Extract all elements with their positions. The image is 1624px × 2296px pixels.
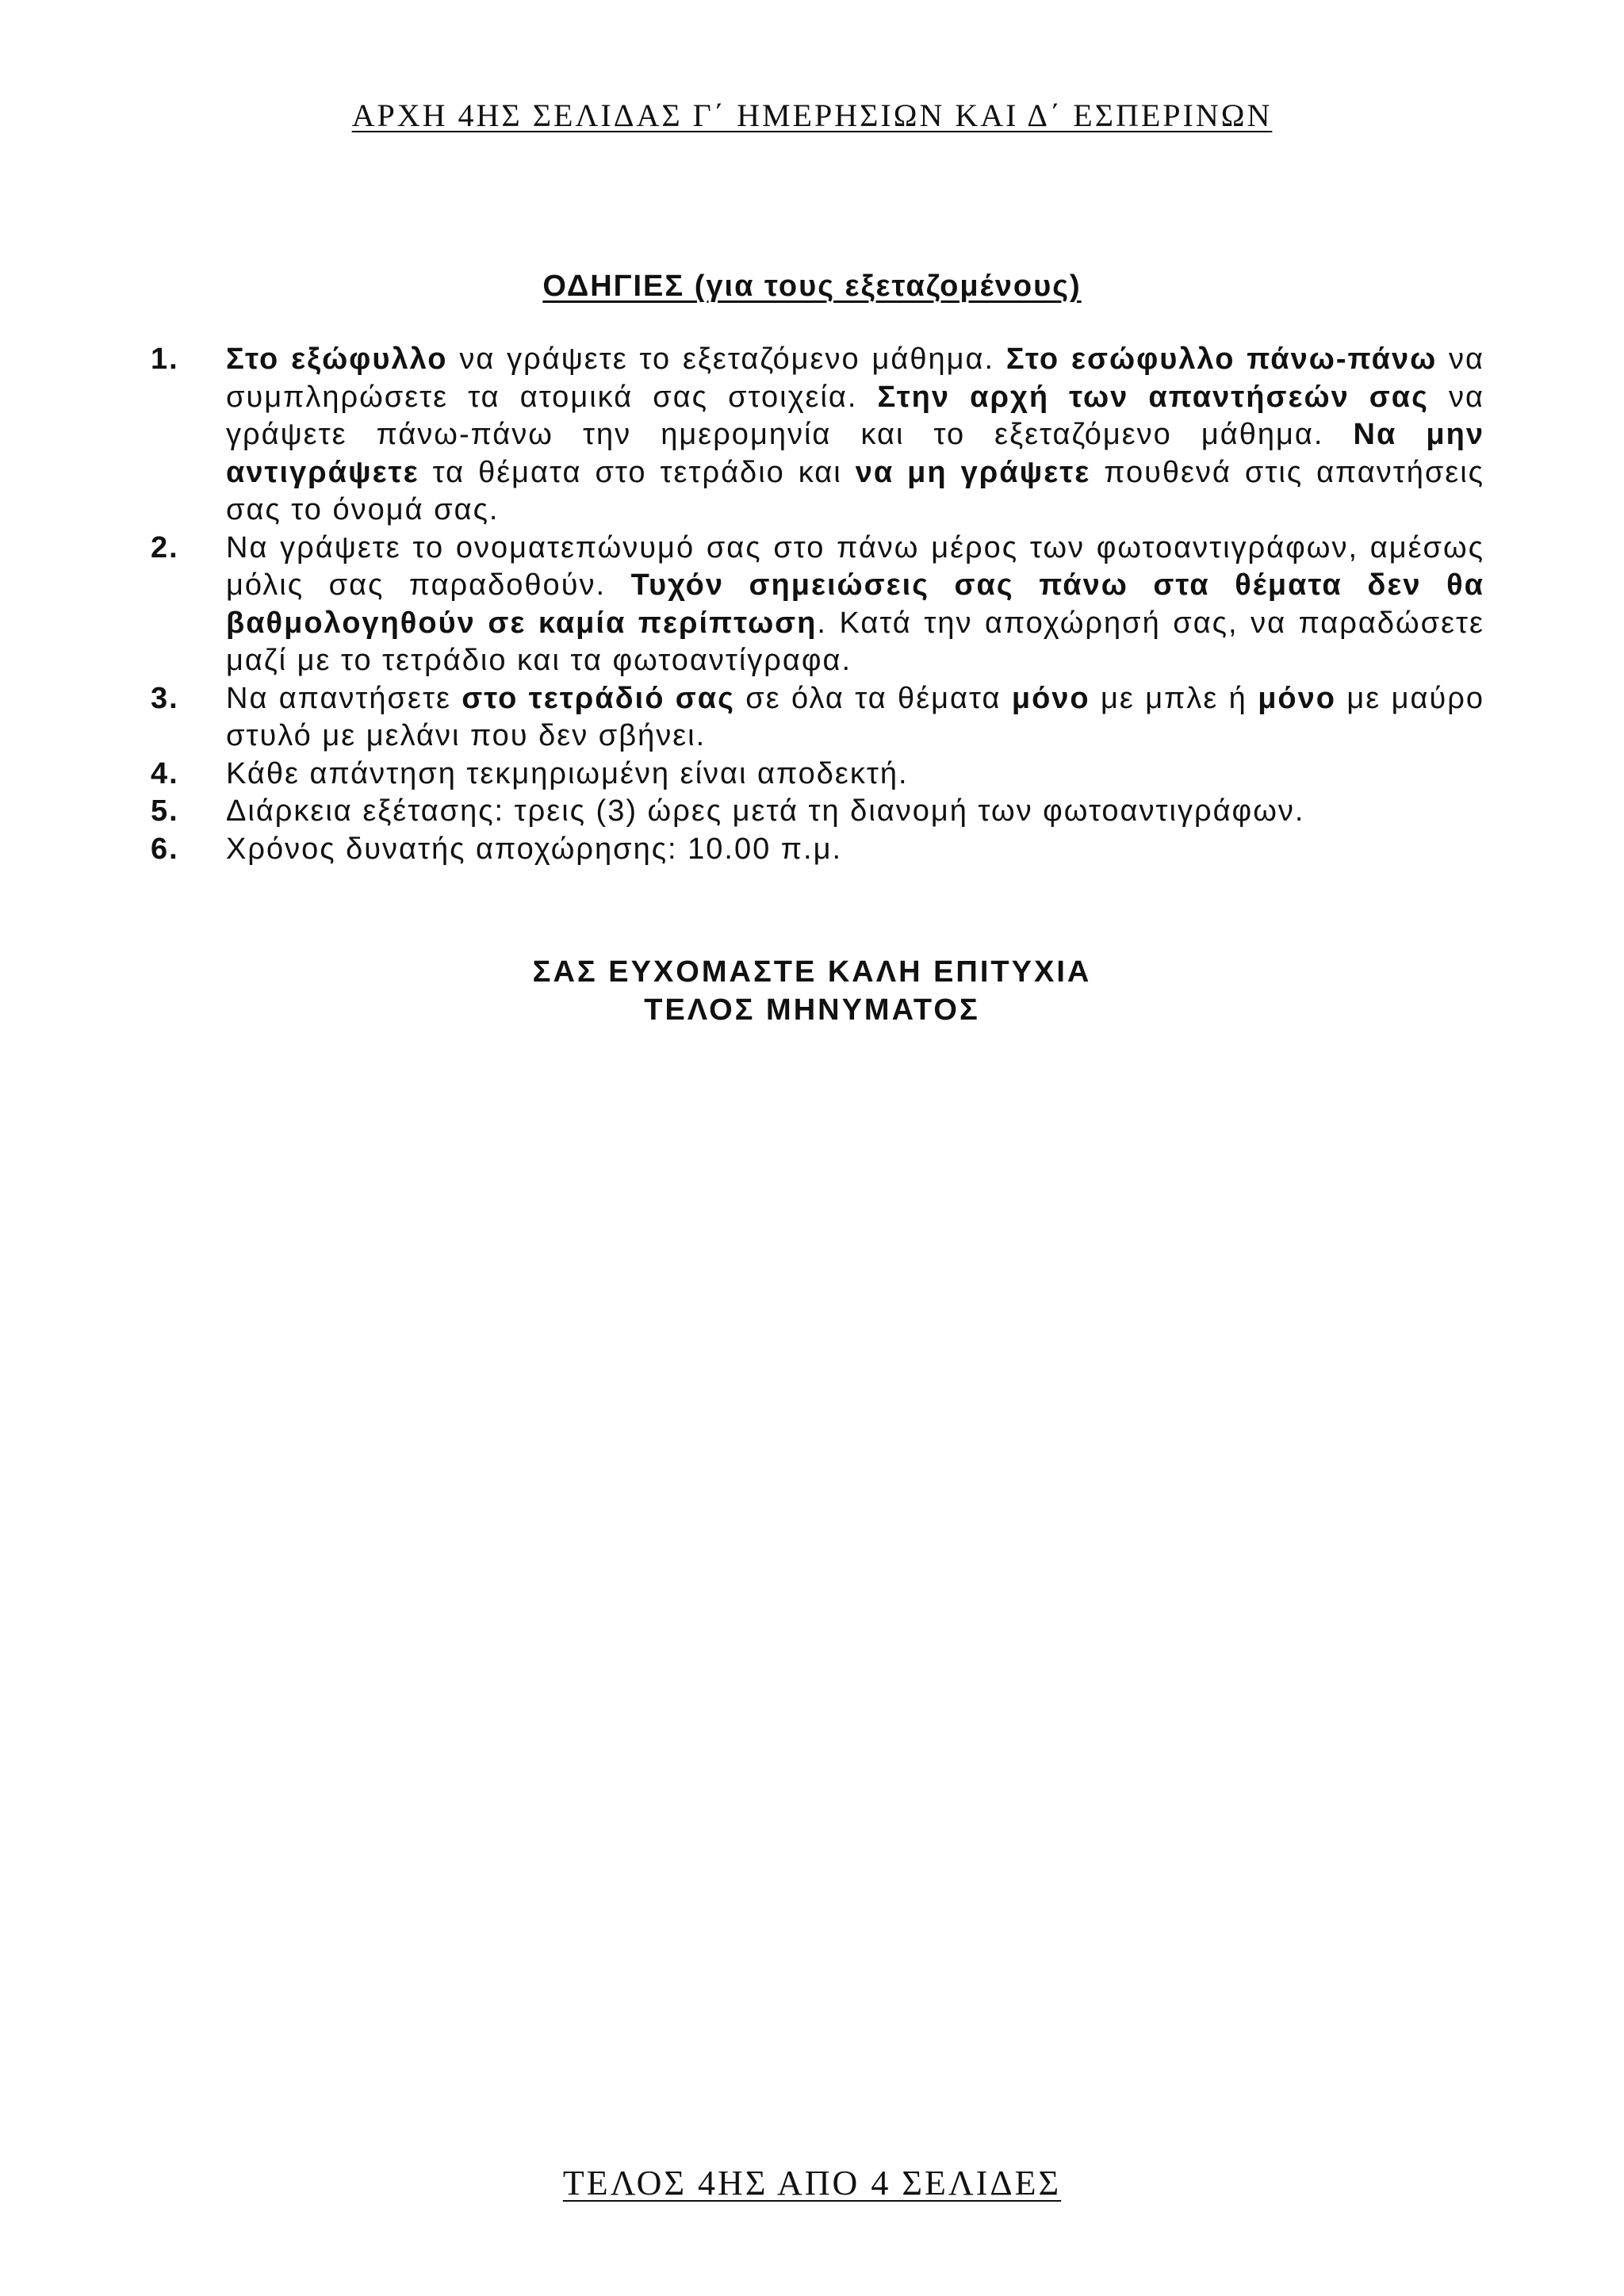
- item-text: [226, 757, 909, 790]
- text-segment-bold: Στο εσώφυλλο πάνω-πάνω: [1005, 342, 1438, 376]
- page-header: [0, 97, 1624, 134]
- item-number: 3.: [151, 681, 179, 715]
- text-segment-bold: να μη γράψετε: [855, 455, 1091, 489]
- instruction-item-3: [151, 680, 1484, 756]
- text-segment: Διάρκεια εξέτασης: τρεις (3) ώρες μετά τη διανομή των φωτοαντιγράφων.: [226, 794, 1305, 828]
- closing-line-good-luck: ΣΑΣ ΕΥΧΟΜΑΣΤΕ ΚΑΛΗ ΕΠΙΤΥΧΙΑ: [532, 955, 1092, 989]
- page-footer-text: ΤΕΛΟΣ 4ΗΣ ΑΠΟ 4 ΣΕΛΙΔΕΣ: [562, 2164, 1062, 2202]
- text-segment: Να γράψετε το ονοματεπώνυμό σας στο πάνω μέρος των φωτοαντιγράφων, αμέσως μόλις σας παραδοθούν.: [226, 530, 1484, 602]
- item-text: [226, 342, 1484, 526]
- text-segment-bold: Στην αρχή των απαντήσεών σας: [877, 380, 1429, 414]
- item-number: 1.: [151, 342, 179, 376]
- text-segment: . Κατά την αποχώρησή σας, να παραδώσετε μαζί με το τετράδιο και τα φωτοαντίγραφα.: [226, 606, 1484, 677]
- closing-message: [0, 953, 1624, 1029]
- instruction-item-6: [151, 831, 1484, 869]
- instructions-title: [0, 270, 1624, 304]
- text-segment-bold: Τυχόν σημειώσεις σας πάνω στα θέματα δεν θα βαθμολογηθούν σε καμία περίπτωση: [226, 568, 1484, 640]
- text-segment: να συμπληρώσετε τα ατομικά σας στοιχεία.: [226, 342, 1484, 414]
- text-segment: με μπλε ή: [1090, 681, 1258, 715]
- text-segment-bold: Στο εξώφυλλο: [226, 342, 448, 376]
- text-segment: Χρόνος δυνατής αποχώρησης: 10.00 π.μ.: [226, 832, 843, 866]
- instruction-list: [151, 341, 1484, 868]
- text-segment: πουθενά στις απαντήσεις σας το όνομά σας.: [226, 455, 1484, 526]
- page-header-text: ΑΡΧΗ 4ΗΣ ΣΕΛΙΔΑΣ Γ΄ ΗΜΕΡΗΣΙΩΝ ΚΑΙ Δ΄ ΕΣΠΕΡΙΝΩΝ: [351, 98, 1273, 133]
- text-segment-bold: στο τετράδιό σας: [462, 681, 735, 715]
- text-segment: Κάθε απάντηση τεκμηριωμένη είναι αποδεκτή.: [226, 756, 909, 790]
- text-segment-bold: μόνο: [1258, 681, 1336, 715]
- item-text: [226, 794, 1304, 828]
- item-text: [226, 531, 1484, 678]
- item-text: [226, 832, 842, 866]
- page-footer: [0, 2163, 1624, 2203]
- instruction-item-2: [151, 530, 1484, 680]
- instruction-item-4: [151, 756, 1484, 794]
- item-number: 2.: [151, 530, 179, 564]
- item-text: [226, 682, 1484, 753]
- instruction-item-5: [151, 793, 1484, 831]
- text-segment: να γράψετε το εξεταζόμενο μάθημα.: [447, 342, 1006, 376]
- instruction-item-1: [151, 341, 1484, 530]
- text-segment: να γράψετε πάνω-πάνω την ημερομηνία και το εξεταζόμενο μάθημα.: [226, 380, 1484, 451]
- text-segment-bold: μόνο: [1011, 681, 1090, 715]
- item-number: 6.: [151, 832, 179, 866]
- item-number: 4.: [151, 756, 179, 790]
- closing-line-end-message: ΤΕΛΟΣ ΜΗΝΥΜΑΤΟΣ: [644, 993, 980, 1027]
- text-segment-bold: Να μην αντιγράψετε: [226, 418, 1484, 489]
- instructions-title-text: ΟΔΗΓΙΕΣ (για τους εξεταζομένους): [542, 270, 1082, 303]
- text-segment: σε όλα τα θέματα: [734, 681, 1012, 715]
- text-segment: με μαύρο στυλό με μελάνι που δεν σβήνει.: [226, 681, 1484, 752]
- text-segment: Να απαντήσετε: [226, 681, 462, 715]
- item-number: 5.: [151, 794, 179, 828]
- text-segment: τα θέματα στο τετράδιο και: [419, 455, 856, 489]
